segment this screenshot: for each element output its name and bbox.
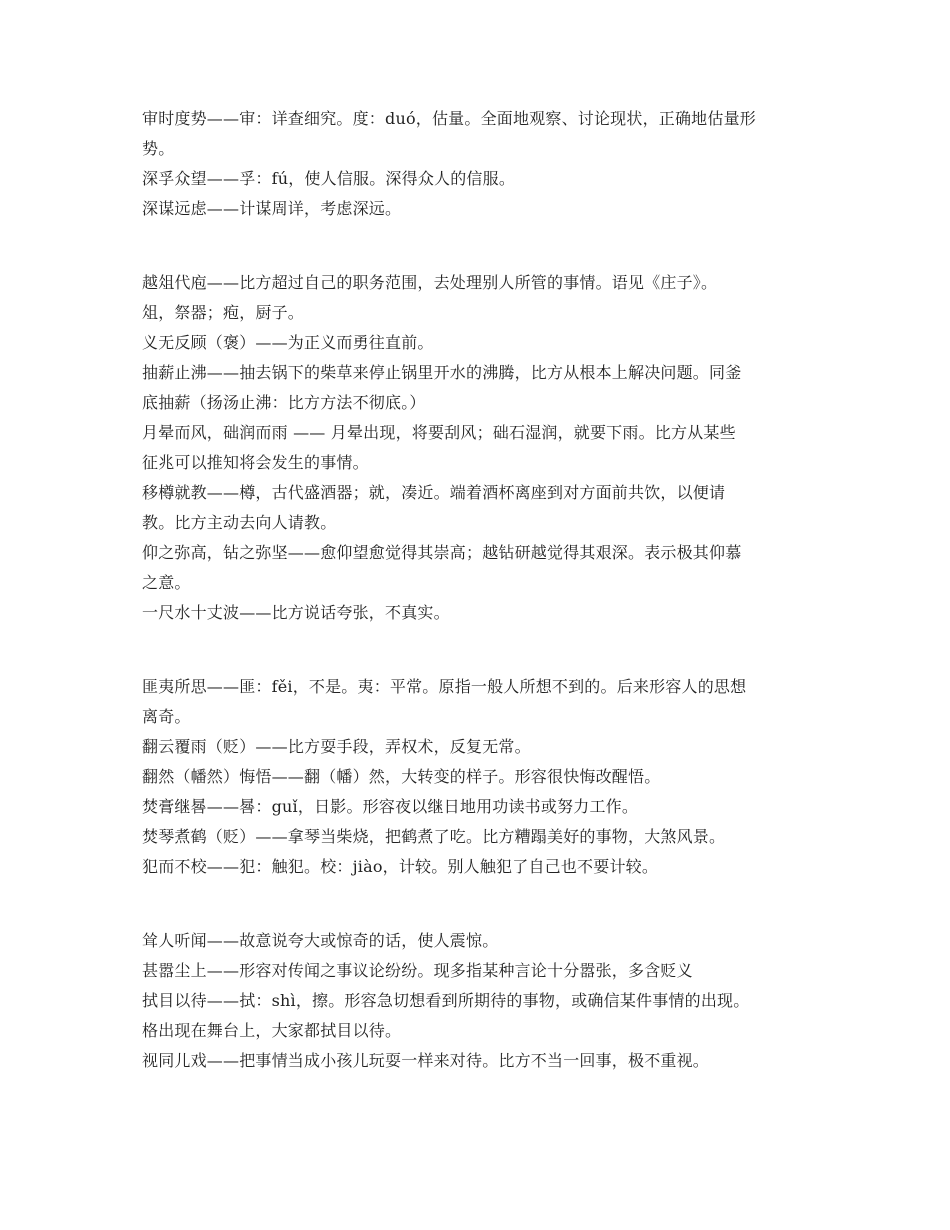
text-line: 深谋远虑——计谋周详，考虑深远。: [142, 199, 402, 218]
text-line: 格出现在舞台上，大家都拭目以待。: [142, 1021, 402, 1040]
text-line: 耸人听闻——故意说夸大或惊奇的话，使人震惊。: [142, 931, 499, 950]
text-line: 拭目以待——拭：shì，擦。形容急切想看到所期待的事物，或确信某件事情的出现。: [142, 991, 750, 1010]
text-line: 越俎代庖——比方超过自己的职务范围，去处理别人所管的事情。语见《庄子》。: [142, 273, 718, 292]
text-line: 义无反顾（褒）——为正义而勇往直前。: [142, 333, 434, 352]
text-line: 移樽就教——樽，古代盛酒器；就，凑近。端着酒杯离座到对方面前共饮，以便请: [142, 483, 726, 502]
section-gap: [142, 628, 822, 672]
text-line: 焚膏继晷——晷：guǐ，日影。形容夜以继日地用功读书或努力工作。: [142, 797, 639, 816]
text-line: 翻云覆雨（贬）——比方耍手段，弄权术，反复无常。: [142, 737, 531, 756]
paragraph-group-2: [142, 268, 822, 628]
text-line: 势。: [142, 139, 175, 158]
text-line: 俎，祭器；疱，厨子。: [142, 303, 305, 322]
text-line: 月晕而风，础润而雨 —— 月晕出现，将要刮风；础石湿润，就要下雨。比方从某些: [142, 423, 736, 442]
section-gap: [142, 224, 822, 268]
text-line: 深孚众望——孚：fú，使人信服。深得众人的信服。: [142, 169, 516, 188]
paragraph-group-1: [142, 104, 822, 224]
text-line: 翻然（幡然）悔悟——翻（幡）然，大转变的样子。形容很快悔改醒悟。: [142, 767, 661, 786]
paragraph-group-3: [142, 672, 822, 882]
text-line: 犯而不校——犯：触犯。校：jiào，计较。别人触犯了自己也不要计较。: [142, 857, 659, 876]
text-line: 底抽薪（扬汤止沸：比方方法不彻底。）: [142, 393, 426, 412]
text-line: 焚琴煮鹤（贬）——拿琴当柴烧，把鹤煮了吃。比方糟蹋美好的事物，大煞风景。: [142, 827, 726, 846]
document-page: [142, 104, 822, 1076]
text-line: 教。比方主动去向人请教。: [142, 513, 337, 532]
text-line: 一尺水十丈波——比方说话夸张，不真实。: [142, 603, 450, 622]
paragraph-group-4: [142, 926, 822, 1076]
text-line: 仰之弥高，钻之弥坚——愈仰望愈觉得其崇高；越钻研越觉得其艰深。表示极其仰慕: [142, 543, 742, 562]
text-line: 视同儿戏——把事情当成小孩儿玩耍一样来对待。比方不当一回事，极不重视。: [142, 1051, 710, 1070]
text-line: 离奇。: [142, 707, 191, 726]
section-gap: [142, 882, 822, 926]
text-line: 审时度势——审：详查细究。度：duó，估量。全面地观察、讨论现状，正确地估量形: [142, 109, 756, 128]
text-line: 之意。: [142, 573, 191, 592]
text-line: 抽薪止沸——抽去锅下的柴草来停止锅里开水的沸腾，比方从根本上解决问题。同釜: [142, 363, 742, 382]
text-line: 甚嚣尘上——形容对传闻之事议论纷纷。现多指某种言论十分嚣张，多含贬义: [142, 961, 693, 980]
text-line: 征兆可以推知将会发生的事情。: [142, 453, 369, 472]
text-line: 匪夷所思——匪：fěi，不是。夷：平常。原指一般人所想不到的。后来形容人的思想: [142, 677, 747, 696]
